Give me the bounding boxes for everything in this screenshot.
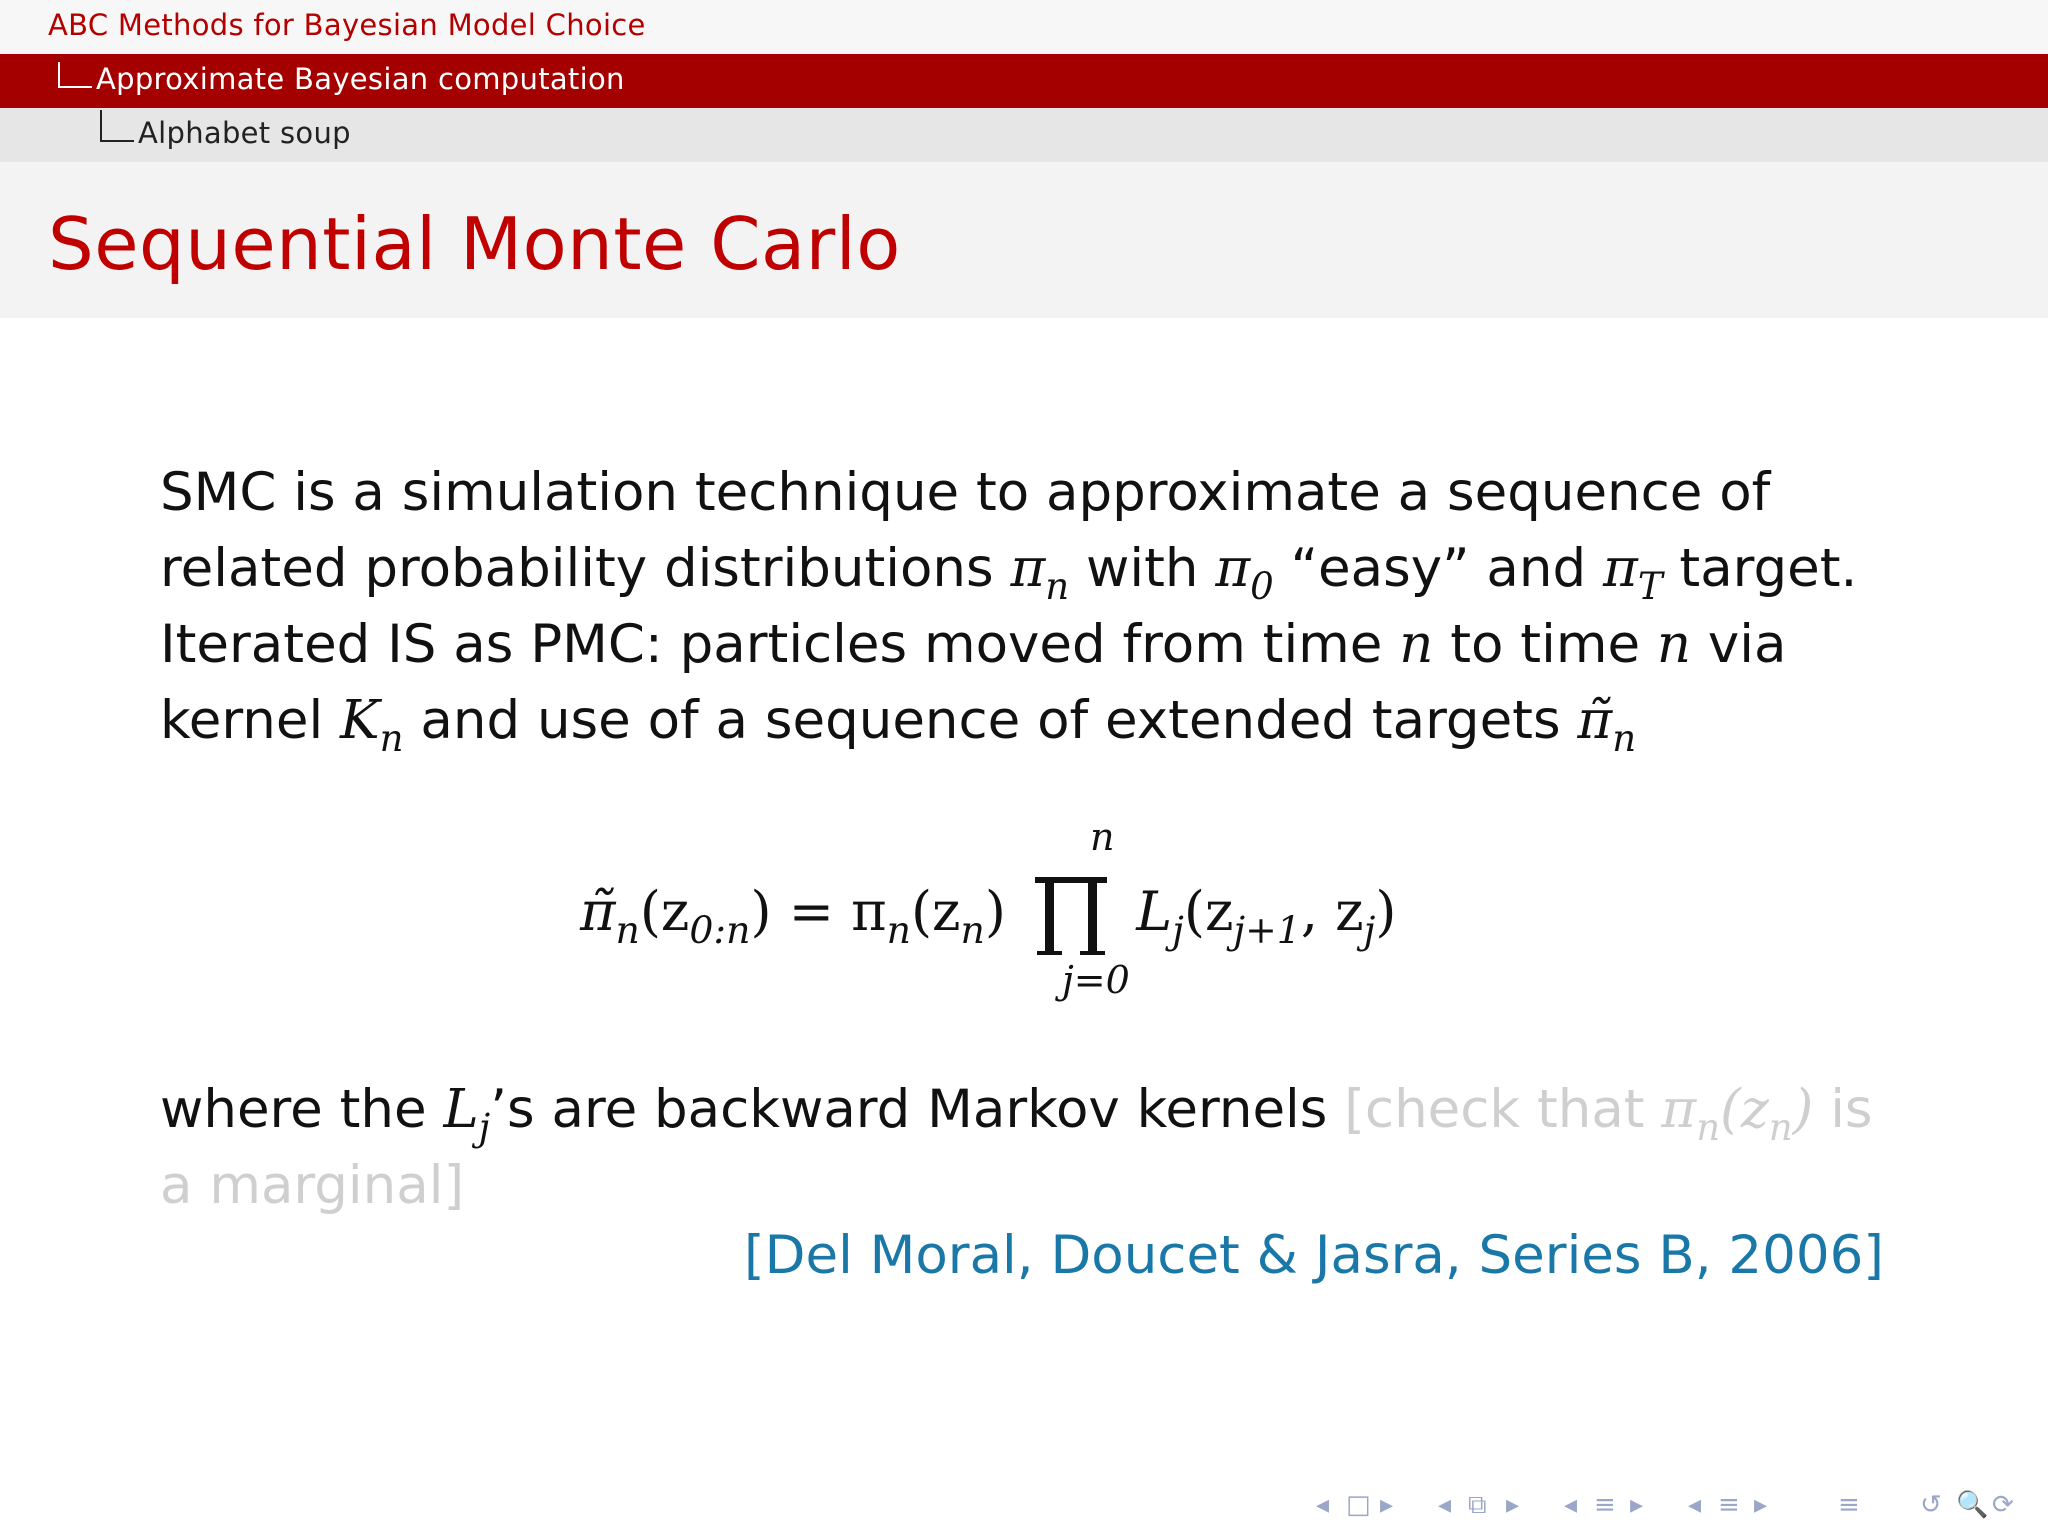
subscript-j: j — [478, 1105, 491, 1149]
eq-rhs-c: ) — [1375, 880, 1397, 943]
paren-open: (z — [1720, 1079, 1769, 1140]
pi-symbol: π — [1010, 538, 1046, 599]
eq-rhs-a: (z — [1183, 880, 1234, 943]
eq-lhs: (z — [639, 880, 690, 943]
pi-symbol: π — [1661, 1079, 1697, 1140]
nav-next-section-icon[interactable]: ▸ — [1754, 1490, 1768, 1520]
subsubsection-label[interactable]: Alphabet soup — [138, 116, 351, 150]
nav-forward-icon[interactable]: ⟳ — [1992, 1490, 2014, 1520]
subscript-0: 0 — [1250, 564, 1274, 608]
paren-close: ) — [1792, 1079, 1814, 1140]
text-run: target. — [1662, 538, 1858, 599]
nav-section-icon[interactable]: ≡ — [1718, 1490, 1740, 1520]
L-symbol: L — [1136, 880, 1173, 943]
nav-prev-section-icon[interactable]: ◂ — [1688, 1490, 1702, 1520]
tree-connector-icon — [100, 110, 134, 142]
math-n: n — [1656, 614, 1692, 675]
beamer-navigation-symbols[interactable] — [1310, 1490, 2040, 1526]
subscript-j: j — [1363, 908, 1376, 953]
subscript-0n: 0:n — [689, 908, 751, 953]
subscript-n: n — [379, 716, 404, 760]
paragraph-backward-kernels — [160, 1072, 1880, 1224]
math-pitilde-n — [1577, 690, 1637, 760]
math-L-j — [443, 1079, 491, 1149]
eq-rhs-b: , z — [1300, 880, 1364, 943]
tree-connector-icon — [58, 62, 92, 88]
nav-next-subsection-icon[interactable]: ▸ — [1630, 1490, 1644, 1520]
subscript-j: j — [1172, 908, 1184, 953]
paragraph-iterated-is — [160, 607, 1880, 759]
K-symbol: K — [340, 690, 380, 751]
subscript-n: n — [1696, 1105, 1721, 1149]
text-run: via kernel — [160, 614, 1787, 751]
math-n: n — [1399, 614, 1434, 675]
text-run: “easy” and — [1273, 538, 1603, 599]
text-run: where the — [160, 1079, 444, 1140]
nav-prev-slide-icon[interactable]: ◂ — [1438, 1490, 1452, 1520]
nav-next-frame-icon[interactable]: ▸ — [1380, 1490, 1394, 1520]
nav-frame-icon[interactable]: □ — [1346, 1490, 1371, 1520]
nav-slide-icon[interactable]: ⧉ — [1468, 1490, 1487, 1520]
text-run: and use of a sequence of extended targets — [403, 690, 1578, 751]
equation-line — [580, 880, 1396, 951]
text-run: [check that — [1344, 1079, 1662, 1140]
text-run: SMC is a simulation technique to approximate a sequence of related probability distributions — [160, 462, 1771, 599]
text-run: with — [1069, 538, 1216, 599]
eq-mid3: ) — [984, 880, 1006, 943]
text-run: Iterated IS as PMC: particles moved from time — [160, 614, 1400, 675]
nav-next-slide-icon[interactable]: ▸ — [1506, 1490, 1520, 1520]
text-run: ’s are backward Markov kernels — [490, 1079, 1345, 1140]
subscript-n: n — [960, 908, 985, 953]
citation: [Del Moral, Doucet & Jasra, Series B, 2006] — [743, 1225, 1884, 1286]
subscript-n: n — [615, 908, 640, 953]
product-icon — [1033, 881, 1109, 951]
section-label[interactable]: ABC Methods for Bayesian Model Choice — [48, 8, 646, 42]
nav-subsection-icon[interactable]: ≡ — [1594, 1490, 1616, 1520]
nav-back-icon[interactable]: ↺ — [1920, 1490, 1942, 1520]
pitilde-symbol: π̃ — [1577, 690, 1613, 751]
subsection-label[interactable]: Approximate Bayesian computation — [96, 62, 625, 96]
pi-symbol: π — [1602, 538, 1638, 599]
math-pi-n — [1010, 538, 1070, 608]
breadcrumb-subsubsection[interactable] — [0, 108, 2048, 162]
subscript-T: T — [1637, 564, 1663, 608]
display-equation — [0, 815, 2048, 1015]
subscript-n: n — [886, 908, 911, 953]
nav-search-icon[interactable]: 🔍 — [1956, 1490, 1989, 1520]
pi-symbol: π — [1215, 538, 1251, 599]
product-lower-limit: j=0 — [1062, 958, 1130, 1002]
math-pi-n-zn — [1661, 1079, 1814, 1149]
subscript-n: n — [1768, 1105, 1793, 1149]
breadcrumb-subsection[interactable] — [0, 54, 2048, 108]
frame-title-bar — [0, 162, 2048, 318]
eq-mid2: (z — [910, 880, 961, 943]
math-pi-0 — [1215, 538, 1274, 608]
math-K-n — [340, 690, 404, 760]
product-upper-limit: n — [1090, 815, 1115, 859]
subscript-j1: j+1 — [1233, 908, 1301, 953]
nav-prev-frame-icon[interactable]: ◂ — [1316, 1490, 1330, 1520]
subscript-n: n — [1045, 564, 1070, 608]
subscript-n: n — [1612, 716, 1637, 760]
text-run: to time — [1433, 614, 1657, 675]
slide-body — [160, 455, 1880, 759]
eq-mid: ) = π — [750, 880, 887, 943]
text-run: is a marginal] — [160, 1079, 1873, 1216]
breadcrumb-section[interactable] — [0, 0, 2048, 54]
frame-title: Sequential Monte Carlo — [48, 202, 901, 286]
nav-toc-icon[interactable]: ≡ — [1838, 1490, 1860, 1520]
nav-prev-subsection-icon[interactable]: ◂ — [1564, 1490, 1578, 1520]
pitilde-symbol: π̃ — [580, 880, 616, 943]
paragraph-smc-definition — [160, 455, 1880, 607]
math-pi-T — [1602, 538, 1663, 608]
L-symbol: L — [443, 1079, 479, 1140]
